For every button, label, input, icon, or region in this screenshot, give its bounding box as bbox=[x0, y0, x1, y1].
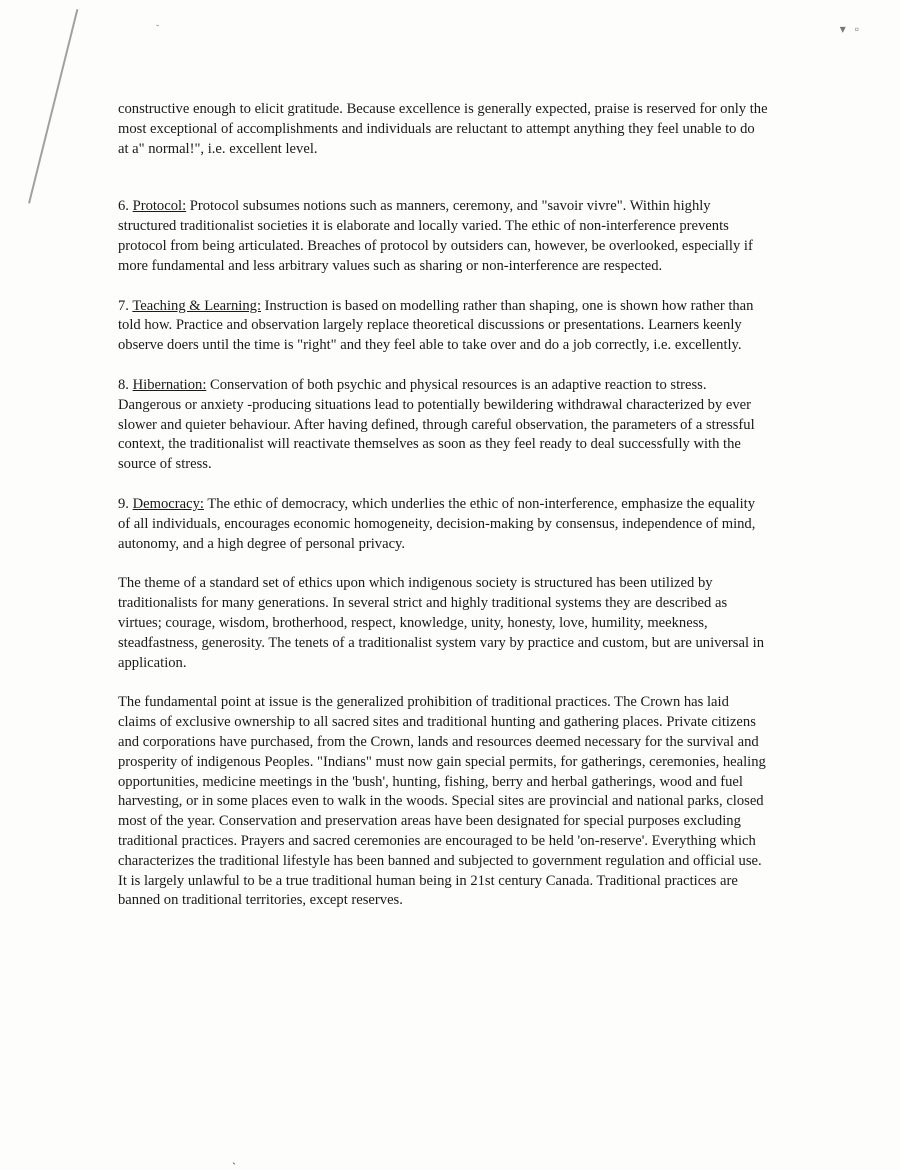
opening-paragraph: constructive enough to elicit gratitude. Because excellence is generally expected, praise is reserved for only the most exceptional of accomplishments and individuals are reluctant to attempt anything they feel unable to do at a" normal!", i.e. excellent level. bbox=[118, 101, 768, 157]
scan-speck-bottom: ˋ bbox=[232, 1160, 236, 1174]
scan-speck: ˘ bbox=[156, 24, 160, 35]
section-number: 7. bbox=[118, 297, 129, 314]
section-heading: Teaching & Learning: bbox=[132, 297, 261, 314]
section-number: 6. bbox=[118, 198, 129, 215]
section-heading: Protocol: bbox=[132, 198, 187, 215]
section-text: Protocol subsumes notions such as manners, ceremony, and "savoir vivre". Within highly structured traditionalist societies it is elaborate and locally varied. The ethic of non-interference prevents protocol from being articulated. Breaches of protocol by outsiders can, however, be overlooked, especially if more fundamental and less arbitrary values such as sharing or non-interference are respected. bbox=[118, 198, 753, 274]
section-text: The ethic of democracy, which underlies the ethic of non-interference, emphasize the equality of all individuals, encourages economic homogeneity, decision-making by consensus, independence of mind, autonomy, and a high degree of personal privacy. bbox=[118, 495, 756, 552]
scan-edge-artifact bbox=[0, 0, 78, 204]
section-number: 9. bbox=[118, 495, 129, 512]
section-text: Conservation of both psychic and physical resources is an adaptive reaction to stress. Dangerous or anxiety -producing situations lead to potentially bewildering withdrawal characterized by ever slower and quieter behaviour. After having defined, through careful observation, the parameters of a stressful context, the traditionalist will reactivate themselves as soon as they feel ready to deal successfully with the source of stress. bbox=[118, 376, 755, 473]
ethics-paragraph: The theme of a standard set of ethics upon which indigenous society is structured has been utilized by traditionalists for many generations. In several strict and highly traditional systems they are described as virtues; courage, wisdom, brotherhood, respect, knowledge, unity, honesty, love, humility, meekness, steadfastness, generosity. The tenets of a traditionalist system vary by practice and custom, but are universal in application. bbox=[118, 575, 764, 671]
section-heading: Democracy: bbox=[132, 495, 204, 512]
section-democracy bbox=[118, 495, 768, 554]
document-body bbox=[118, 100, 768, 931]
section-protocol bbox=[118, 197, 768, 276]
section-hibernation bbox=[118, 376, 768, 475]
section-text: Instruction is based on modelling rather than shaping, one is shown how rather than told how. Practice and observation largely replace theoretical discussions or presentations. Learners keenly observe doers until the time is "right" and they feel able to take over and do a job correctly, i.e. excellently. bbox=[118, 297, 754, 354]
prohibition-paragraph: The fundamental point at issue is the generalized prohibition of traditional practices. The Crown has laid claims of exclusive ownership to all sacred sites and traditional hunting and gathering places. Private citizens and corporations have purchased, from the Crown, lands and resources deemed necessary for the survival and prosperity of indigenous Peoples. "Indians" must now gain special permits, for gatherings, ceremonies, healing opportunities, medicine meetings in the 'bush', hunting, fishing, berry and herbal gatherings, wood and fuel harvesting, or in some places even to walk in the woods. Special sites are provincial and national parks, closed most of the year. Conservation and preservation areas have been designated for special purposes excluding traditional practices. Prayers and sacred ceremonies are encouraged to be held 'on-reserve'. Everything which characterizes the traditional lifestyle has been banned and subjected to government regulation and official use. It is largely unlawful to be a true traditional human being in 21st century Canada. Traditional practices are banned on traditional territories, except reserves. bbox=[118, 694, 766, 909]
section-heading: Hibernation: bbox=[132, 376, 207, 393]
section-number: 8. bbox=[118, 376, 129, 393]
section-teaching-learning bbox=[118, 297, 768, 356]
scan-dots-artifact: ▾ ▫ bbox=[839, 22, 862, 36]
